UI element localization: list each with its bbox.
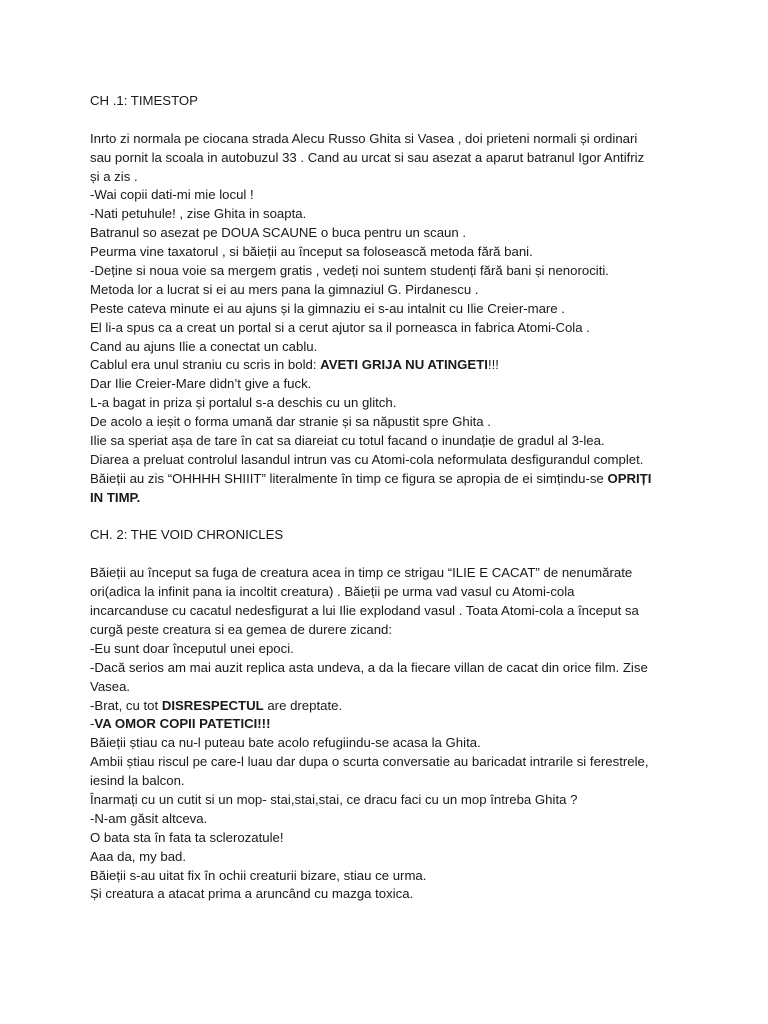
- cable-prefix: Cablul era unul straniu cu scris in bold:: [90, 357, 321, 373]
- text-line: curgă peste creatura si ea gemea de durere zicand:: [90, 621, 393, 637]
- text-line: Ilie sa speriat așa de tare în cat sa diareiat cu totul facand o inundație de gradul al 3-lea.: [90, 433, 605, 449]
- brat-prefix: -Brat, cu tot: [90, 697, 162, 713]
- chapter-1-lines: [90, 130, 690, 508]
- final-bold-1: OPRIȚI: [607, 470, 652, 486]
- text-line: iesind la balcon.: [90, 773, 185, 789]
- text-line: -Eu sunt doar începutul unei epoci.: [90, 640, 294, 656]
- text-line: Dar Ilie Creier-Mare didn’t give a fuck.: [90, 376, 312, 392]
- text-line: Peurma vine taxatorul , si băieții au început sa folosească metoda fără bani.: [90, 244, 533, 260]
- text-line: -N-am găsit altceva.: [90, 810, 208, 826]
- final-line: [90, 470, 690, 489]
- text-line: Băieții au început sa fuga de creatura acea in timp ce strigau “ILIE E CACAT” de nenumărate: [90, 565, 633, 581]
- text-line: O bata sta în fata ta sclerozatule!: [90, 829, 284, 845]
- text-line: Batranul so asezat pe DOUA SCAUNE o buca pentru un scaun .: [90, 225, 467, 241]
- text-line: -Nati petuhule! , zise Ghita in soapta.: [90, 206, 307, 222]
- va-omor-bold: VA OMOR COPII PATETICI!!!: [94, 716, 271, 732]
- final-bold-2: IN TIMP.: [90, 489, 141, 505]
- paragraph-gap: [90, 508, 690, 527]
- chapter-2-heading: CH. 2: THE VOID CHRONICLES: [90, 527, 284, 543]
- cable-warning-bold: AVETI GRIJA NU ATINGETI: [320, 357, 488, 373]
- va-omor-prefix: -: [90, 716, 95, 732]
- final-prefix: Băieții au zis “OHHHH SHIIIT” literalmente în timp ce figura se apropia de ei simțindu-se: [90, 470, 608, 486]
- cable-warning-line: [90, 356, 690, 375]
- text-line: -Dacă serios am mai auzit replica asta undeva, a da la fiecare villan de cacat din orice film. Zise: [90, 659, 648, 675]
- text-line: De acolo a ieșit o forma umană dar stranie și sa năpustit spre Ghita .: [90, 414, 491, 430]
- text-line: Cand au ajuns Ilie a conectat un cablu.: [90, 338, 318, 354]
- text-line: -Deține si noua voie sa mergem gratis , vedeți noi suntem studenți fără bani și nenorociti.: [90, 263, 609, 279]
- text-line: sau pornit la scoala in autobuzul 33 . Cand au urcat si sau asezat a aparut batranul Igor Antifriz: [90, 149, 645, 165]
- text-line: Aaa da, my bad.: [90, 848, 187, 864]
- chapter-1-heading: CH .1: TIMESTOP: [90, 93, 198, 108]
- text-line: și a zis .: [90, 168, 138, 184]
- text-line: ori(adica la infinit pana ia incoltit creatura) . Băieții pe urma vad vasul cu Atomi-cola: [90, 584, 575, 600]
- text-line: Băieții știau ca nu-l puteau bate acolo refugiindu-se acasa la Ghita.: [90, 735, 481, 751]
- text-line: -Wai copii dati-mi mie locul !: [90, 187, 254, 203]
- va-omor-line: [90, 715, 690, 734]
- text-line: Peste cateva minute ei au ajuns și la gimnaziu ei s-au intalnit cu Ilie Creier-mare .: [90, 300, 565, 316]
- text-line: Diarea a preluat controlul lasandul intrun vas cu Atomi-cola neformulata desfigurandul complet.: [90, 451, 644, 467]
- final-line-2: [90, 489, 690, 508]
- text-line: Vasea.: [90, 678, 131, 694]
- paragraph-gap: [90, 111, 690, 130]
- document-body: [90, 92, 690, 904]
- text-line: Băieții s-au uitat fix în ochii creaturii bizare, stiau ce urma.: [90, 867, 427, 883]
- text-line: Înarmați cu un cutit si un mop- stai,stai,stai, ce dracu faci cu un mop întreba Ghita ?: [90, 791, 578, 807]
- chapter-2-lines: [90, 564, 690, 904]
- text-line: El li-a spus ca a creat un portal si a cerut ajutor sa il porneasca in fabrica Atomi-Cola .: [90, 319, 590, 335]
- text-line: Și creatura a atacat prima a aruncând cu mazga toxica.: [90, 886, 414, 902]
- text-line: incarcanduse cu cacatul nedesfigurat a lui Ilie explodand vasul . Toata Atomi-cola a început sa: [90, 603, 639, 619]
- text-line: Inrto zi normala pe ciocana strada Alecu Russo Ghita si Vasea , doi prieteni normali și ordinari: [90, 130, 638, 146]
- cable-suffix: !!!: [487, 357, 499, 373]
- text-line: Metoda lor a lucrat si ei au mers pana la gimnaziul G. Pirdanescu .: [90, 281, 479, 297]
- brat-line: [90, 697, 690, 716]
- text-line: Ambii știau riscul pe care-l luau dar dupa o scurta conversatie au baricadat intrarile si ferestrele,: [90, 754, 649, 770]
- paragraph-gap: [90, 545, 690, 564]
- brat-suffix: are dreptate.: [263, 697, 343, 713]
- brat-bold: DISRESPECTUL: [161, 697, 264, 713]
- text-line: L-a bagat in priza și portalul s-a deschis cu un glitch.: [90, 395, 397, 411]
